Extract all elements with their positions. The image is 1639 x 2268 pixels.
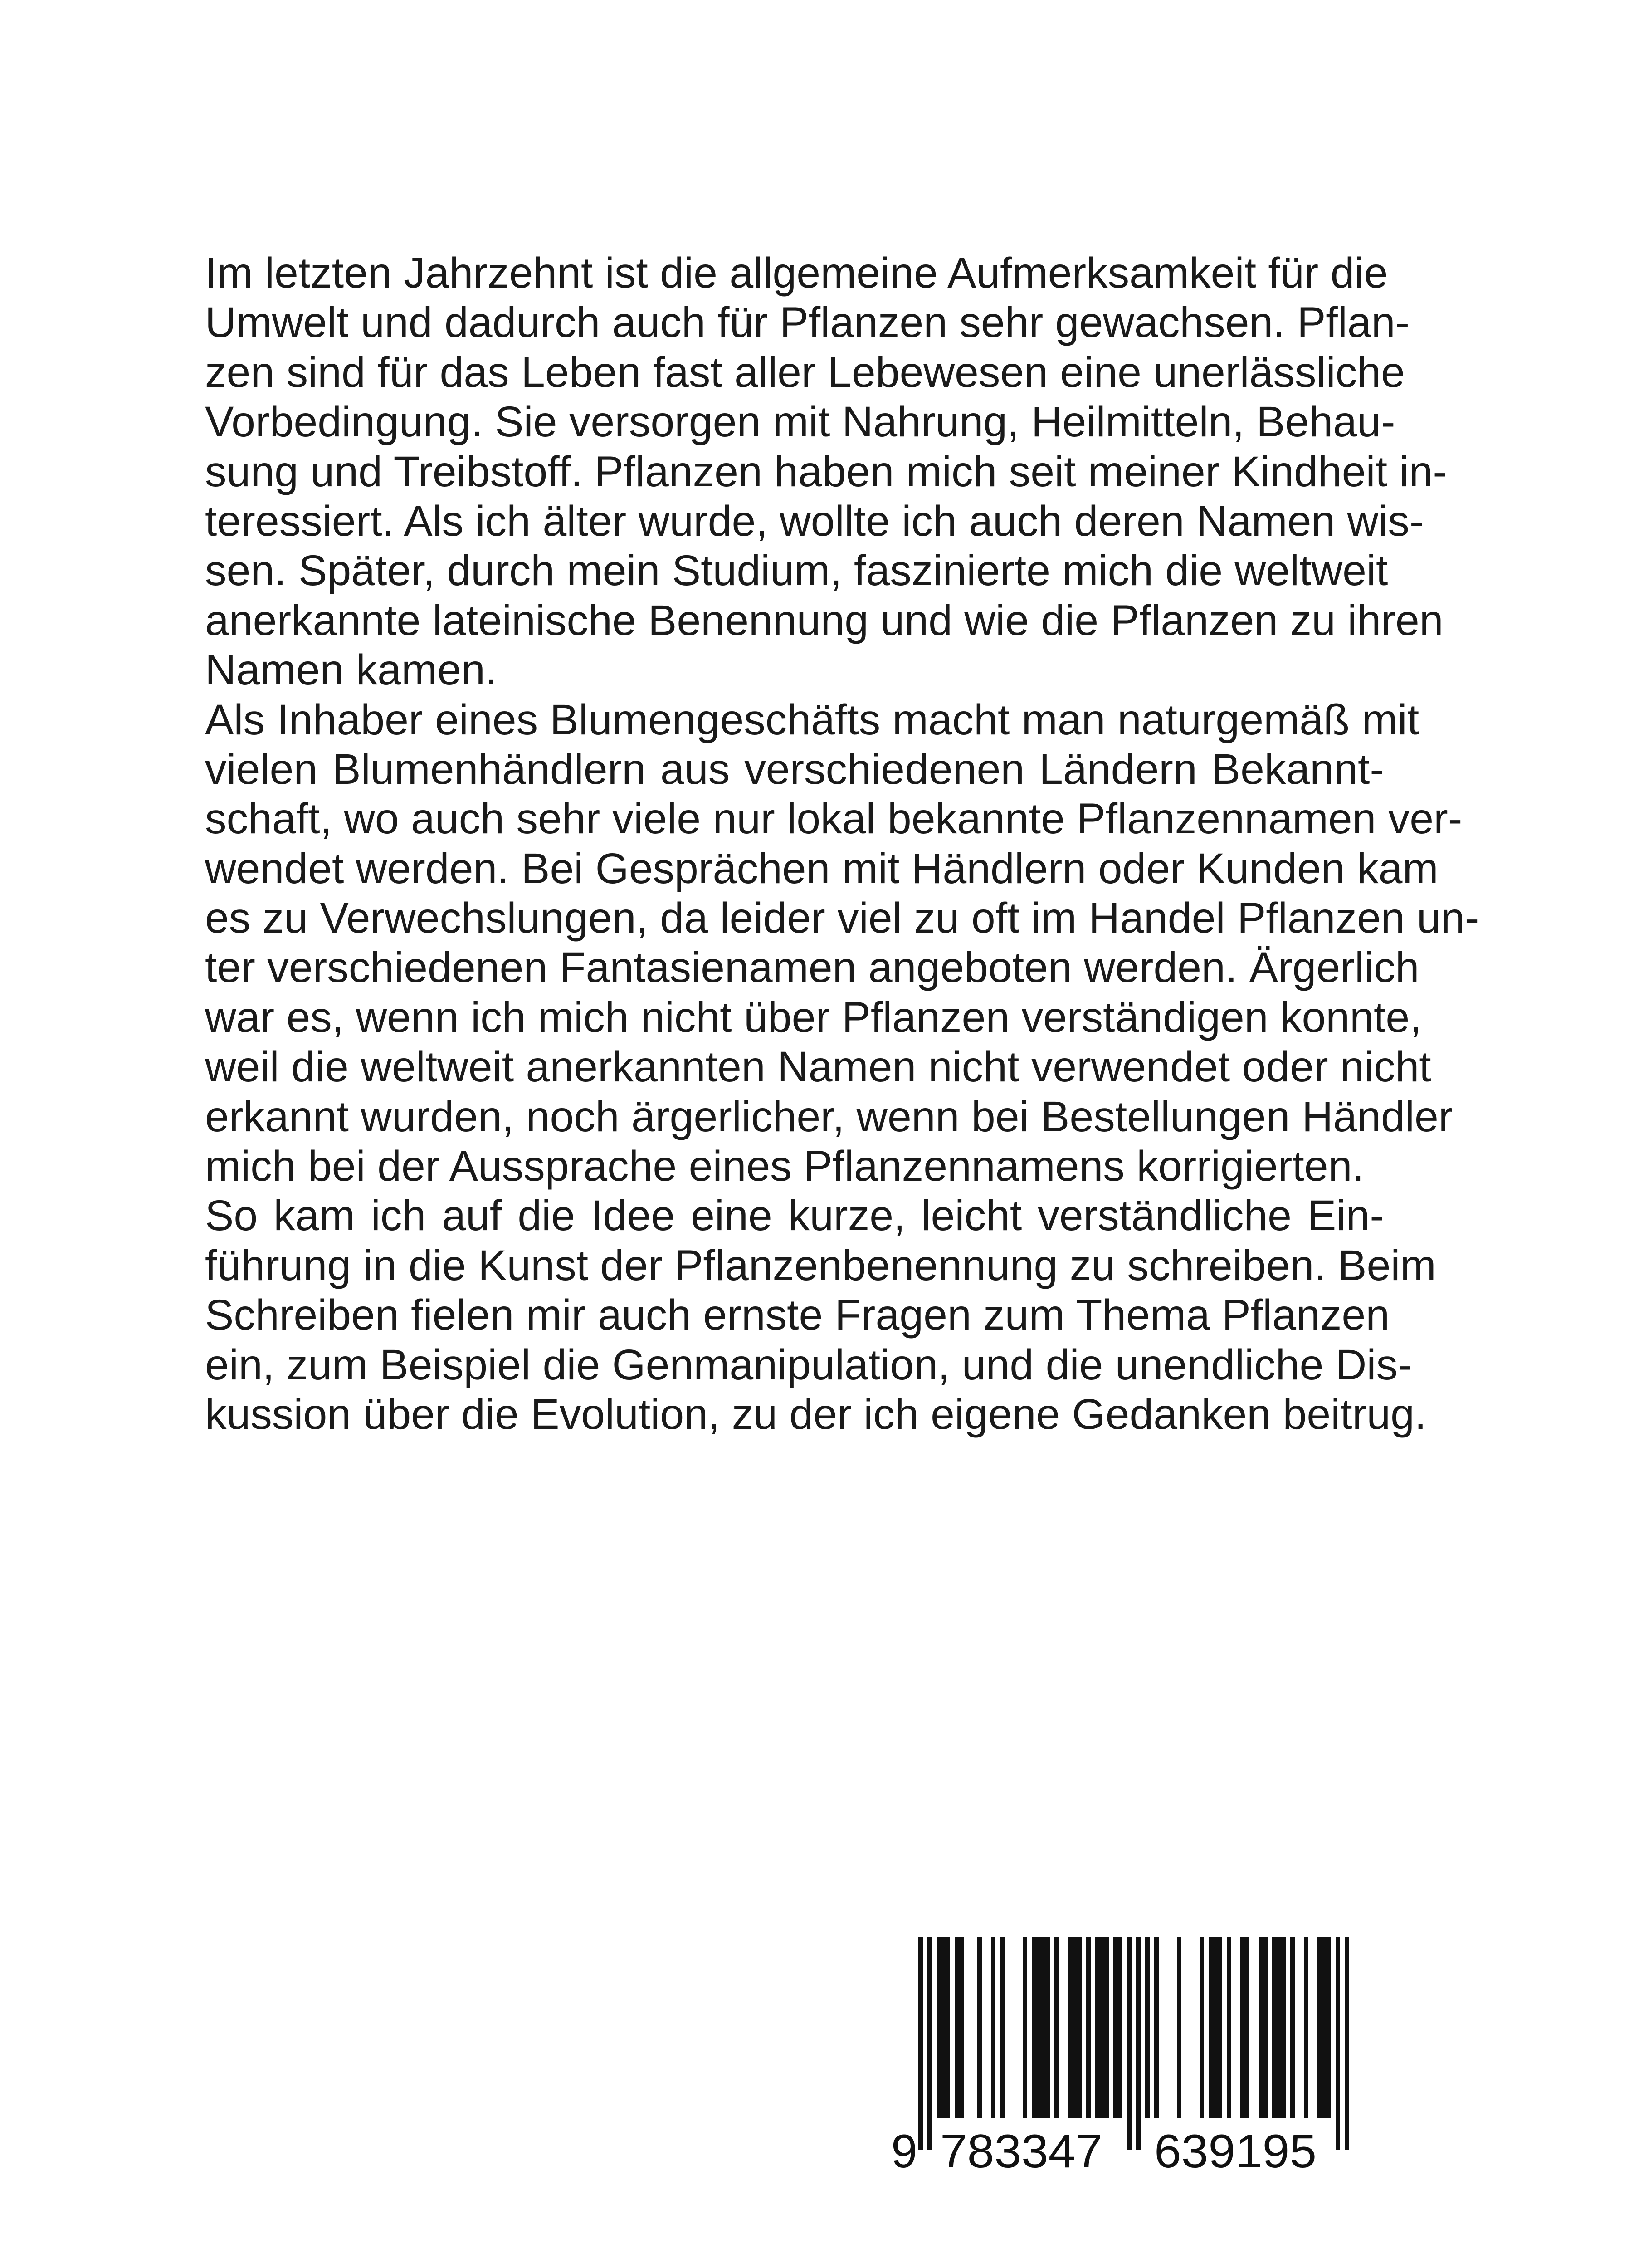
barcode-bar xyxy=(1041,1937,1045,2118)
blurb-line: Umwelt und dadurch auch für Pflanzen sehr gewachsen. Pflan- xyxy=(205,298,1410,347)
isbn-barcode xyxy=(891,1937,1381,2173)
barcode-bar xyxy=(1281,1937,1286,2118)
barcode-digit-first: 9 xyxy=(891,2125,917,2173)
blurb-line: sen. Später, durch mein Studium, faszinierte mich die weltweit xyxy=(205,547,1388,595)
barcode-bar xyxy=(1277,1937,1281,2118)
barcode-bar xyxy=(1077,1937,1082,2118)
blurb-line: schaft, wo auch sehr viele nur lokal bekannte Pflanzennamen ver- xyxy=(205,795,1463,843)
blurb-line: wendet werden. Bei Gesprächen mit Händlern oder Kunden kam xyxy=(205,844,1439,893)
barcode-bar xyxy=(1086,1937,1091,2118)
barcode-bar xyxy=(1272,1937,1277,2118)
barcode-bar xyxy=(937,1937,941,2118)
blurb-line: ter verschiedenen Fantasienamen angeboten werden. Ärgerlich xyxy=(205,943,1419,992)
barcode-bar xyxy=(946,1937,950,2118)
barcode-bar xyxy=(959,1937,964,2118)
barcode-bar xyxy=(1259,1937,1263,2118)
barcode-bar xyxy=(1100,1937,1104,2118)
blurb-line: erkannt wurden, noch ärgerlicher, wenn bei Bestellungen Händler xyxy=(205,1092,1453,1141)
blurb-text xyxy=(205,249,1479,1439)
barcode-bar xyxy=(1227,1937,1231,2118)
blurb-line: weil die weltweit anerkannten Namen nicht verwendet oder nicht xyxy=(205,1043,1431,1091)
blurb-line: So kam ich auf die Idee eine kurze, leicht verständliche Ein- xyxy=(205,1192,1384,1240)
barcode-bar xyxy=(1032,1937,1036,2118)
barcode-bar xyxy=(1290,1937,1295,2118)
barcode-bar xyxy=(1177,1937,1181,2118)
barcode-bar xyxy=(977,1937,982,2118)
blurb-line: sung und Treibstoff. Pflanzen haben mich seit meiner Kindheit in- xyxy=(205,447,1447,496)
blurb-line: Als Inhaber eines Blumengeschäfts macht man naturgemäß mit xyxy=(205,695,1419,744)
barcode-bar xyxy=(1045,1937,1050,2118)
blurb-line: mich bei der Aussprache eines Pflanzennamens korrigierten. xyxy=(205,1142,1364,1191)
barcode-bar xyxy=(1327,1937,1331,2118)
blurb-line: teressiert. Als ich älter wurde, wollte ich auch deren Namen wis- xyxy=(205,497,1424,545)
barcode-bar xyxy=(1218,1937,1222,2118)
barcode-bar xyxy=(1200,1937,1204,2118)
barcode-bar xyxy=(1240,1937,1245,2118)
barcode-guard-bar xyxy=(1345,1937,1349,2150)
blurb-line: war es, wenn ich mich nicht über Pflanzen verständigen konnte, xyxy=(205,993,1422,1041)
barcode-bar xyxy=(1145,1937,1150,2118)
blurb-line: Vorbedingung. Sie versorgen mit Nahrung, Heilmitteln, Behau- xyxy=(205,398,1395,446)
barcode-bar xyxy=(1068,1937,1073,2118)
barcode-bar xyxy=(1245,1937,1249,2118)
barcode-bar xyxy=(991,1937,995,2118)
barcode-guard-bar xyxy=(1336,1937,1340,2150)
barcode-bar xyxy=(1118,1937,1122,2118)
barcode-bar xyxy=(1113,1937,1118,2118)
barcode-bars xyxy=(918,1937,1349,2150)
barcode-bar xyxy=(1322,1937,1327,2118)
barcode-bar xyxy=(1095,1937,1100,2118)
barcode-bar xyxy=(1304,1937,1308,2118)
barcode-bar xyxy=(1036,1937,1041,2118)
barcode-guard-bar xyxy=(1136,1937,1141,2150)
blurb-line: Schreiben fielen mir auch ernste Fragen zum Thema Pflanzen xyxy=(205,1291,1390,1339)
barcode-guard-bar xyxy=(1127,1937,1132,2150)
blurb-line: Im letzten Jahrzehnt ist die allgemeine Aufmerksamkeit für die xyxy=(205,249,1388,297)
barcode-bar xyxy=(955,1937,959,2118)
blurb-line: ein, zum Beispiel die Genmanipulation, und die unendliche Dis- xyxy=(205,1340,1412,1389)
barcode-guard-bar xyxy=(927,1937,932,2150)
blurb-line: vielen Blumenhändlern aus verschiedenen Ländern Bekannt- xyxy=(205,745,1384,793)
barcode-bar xyxy=(1054,1937,1059,2118)
barcode-bar xyxy=(1213,1937,1218,2118)
barcode-guard-bar xyxy=(918,1937,923,2150)
barcode-bar xyxy=(1209,1937,1213,2118)
blurb-line: kussion über die Evolution, zu der ich eigene Gedanken beitrug. xyxy=(205,1390,1427,1438)
barcode-bar xyxy=(1073,1937,1077,2118)
barcode-bar xyxy=(941,1937,946,2118)
barcode-bar xyxy=(1263,1937,1268,2118)
blurb-line: führung in die Kunst der Pflanzenbenennung zu schreiben. Beim xyxy=(205,1241,1436,1290)
barcode-bar xyxy=(1104,1937,1109,2118)
barcode-bar xyxy=(1154,1937,1159,2118)
barcode-bar xyxy=(1000,1937,1005,2118)
barcode-bar xyxy=(1317,1937,1322,2118)
blurb-line: anerkannte lateinische Benennung und wie die Pflanzen zu ihren xyxy=(205,596,1444,645)
barcode-digits-right: 639195 xyxy=(1154,2125,1317,2173)
blurb-line: es zu Verwechslungen, da leider viel zu oft im Handel Pflanzen un- xyxy=(205,894,1479,943)
blurb-line: zen sind für das Leben fast aller Lebewesen eine unerlässliche xyxy=(205,348,1405,396)
barcode-digits-left: 783347 xyxy=(940,2125,1102,2173)
barcode-bar xyxy=(1023,1937,1027,2118)
barcode-graphic xyxy=(891,1937,1381,2173)
blurb-line: Namen kamen. xyxy=(205,646,498,694)
